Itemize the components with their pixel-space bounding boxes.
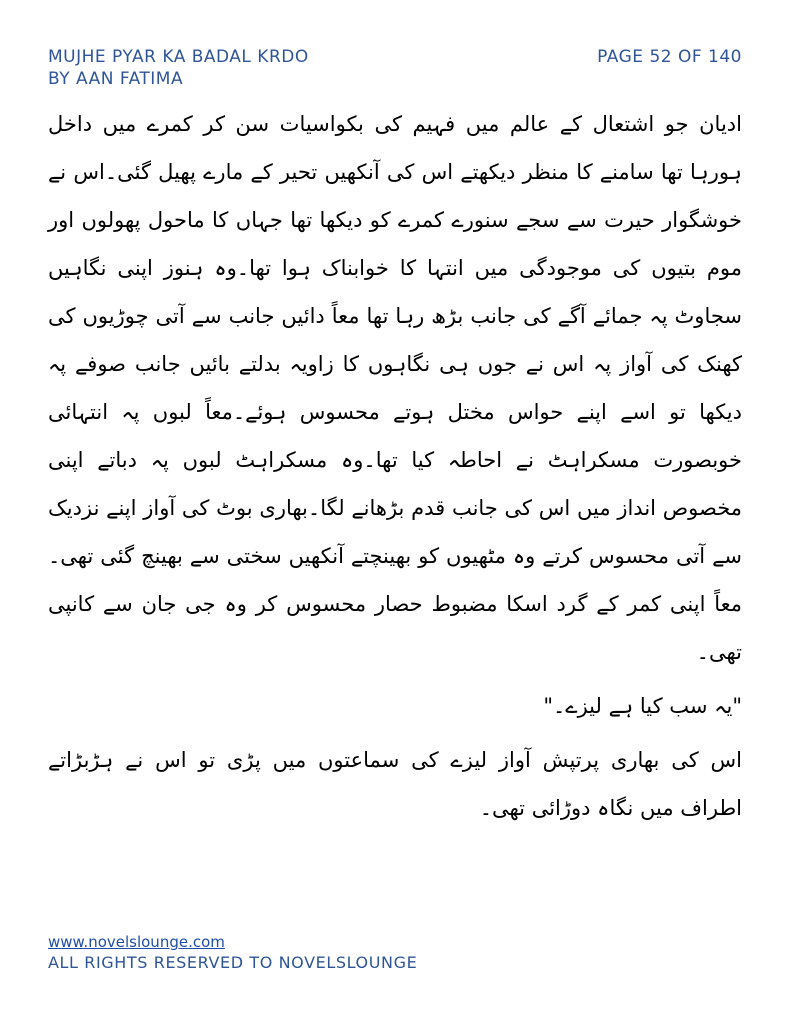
page-footer [48, 932, 417, 974]
page-number: PAGE 52 OF 140 [597, 47, 742, 67]
paragraph-1: ادیان جو اشتعال کے عالم میں فہیم کی بکواسیات سن کر کمرے میں داخل ہورہا تھا سامنے کا منظر دیکھتے اس کی آنکھیں تحیر کے مارے پھیل گئی۔اس نے خوشگوار حیرت سے سجے سنورے کمرے کو دیکھا تھا جہاں کا ماحول پھولوں اور موم بتیوں کی موجودگی میں انتہا کا خوابناک ہوا تھا۔وہ ہنوز اپنی نگاہیں سجاوٹ پہ جمائے آگے کی جانب بڑھ رہا تھا معاً دائیں جانب سے آتی چوڑیوں کی کھنک کی آواز پہ اس نے جوں ہی نگاہوں کا زاویہ بدلتے بائیں جانب صوفے پہ دیکھا تو اسے اپنے حواس مختل ہوتے محسوس ہوئے۔معاً لبوں پہ انتہائی خوبصورت مسکراہٹ نے احاطہ کیا تھا۔وہ مسکراہٹ لبوں پہ دباتے اپنی مخصوص انداز میں اس کی جانب قدم بڑھانے لگا۔بھاری بوٹ کی آواز اپنے نزدیک سے آتی محسوس کرتے وہ مٹھیوں کو بھینچتے آنکھیں سختی سے بھینچ گئی تھی۔معاً اپنی کمر کے گرد اسکا مضبوط حصار محسوس کر وہ جی جان سے کانپی تھی۔ [48, 112, 742, 664]
rights-notice: ALL RIGHTS RESERVED TO NOVELSLOUNGE [48, 953, 418, 972]
book-title: MUJHE PYAR KA BADAL KRDO [48, 47, 309, 67]
website-link[interactable]: www.novelslounge.com [48, 933, 225, 951]
book-header [48, 46, 309, 90]
paragraph-3: اس کی بھاری پرتپش آواز لیزے کی سماعتوں میں پڑی تو اس نے ہڑبڑاتے اطراف میں نگاہ دوڑائی تھی۔ [48, 748, 742, 820]
book-author: BY AAN FATIMA [48, 69, 184, 89]
story-text [48, 100, 742, 832]
paragraph-2-dialogue: "یہ سب کیا ہے لیزے۔" [543, 694, 742, 718]
